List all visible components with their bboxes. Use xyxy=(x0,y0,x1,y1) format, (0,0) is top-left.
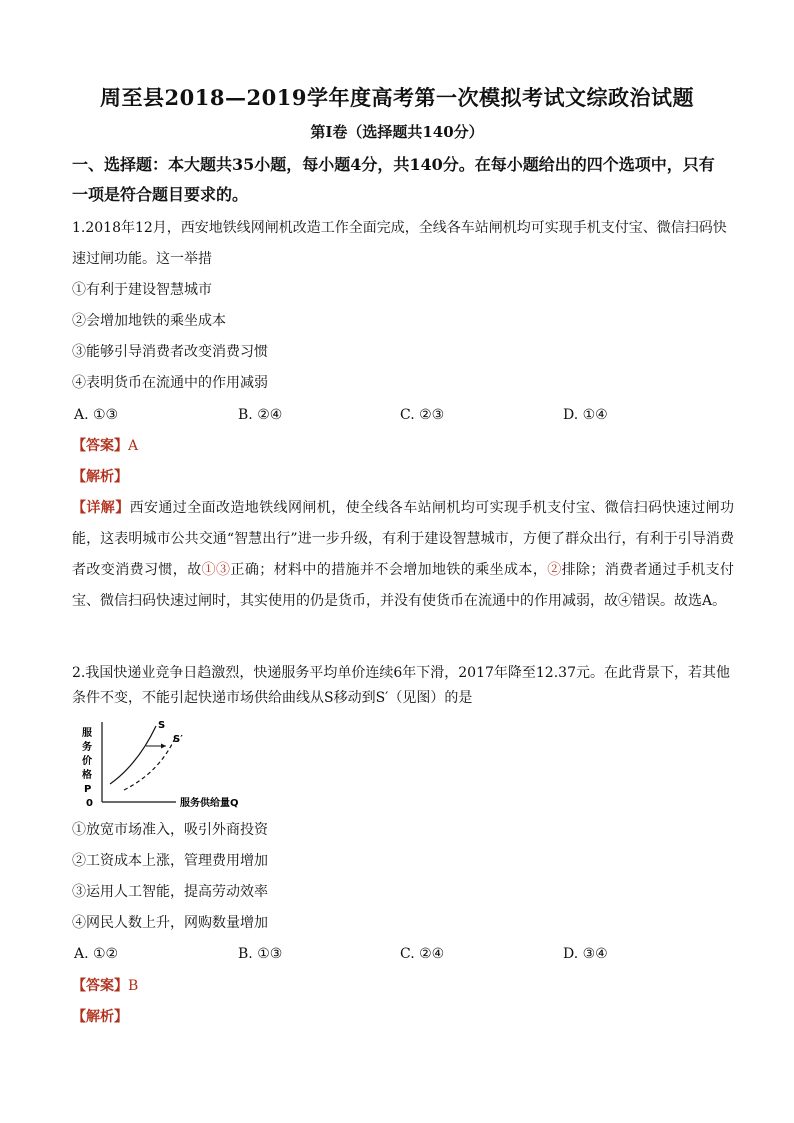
q1-analysis xyxy=(72,467,128,487)
q2-stem-line2: 条件不变，不能引起快递市场供给曲线从S移动到S′（见图）的是 xyxy=(72,690,473,706)
shift-arrow-head xyxy=(161,744,166,749)
q2-item-4: ④网民人数上升，网购数量增加 xyxy=(72,915,268,931)
series-s-curve xyxy=(110,726,156,784)
q1-item-4: ④表明货币在流通中的作用减弱 xyxy=(72,375,268,391)
q2-item-3: ③运用人工智能，提高劳动效率 xyxy=(72,884,268,900)
section-instruction-line1: 一、选择题：本大题共35小题，每小题4分，共140分。在每小题给出的四个选项中，只有 xyxy=(72,155,715,174)
y-label-char-2: 务 xyxy=(82,742,92,753)
q2-analysis-tag: 【解析】 xyxy=(72,1009,128,1025)
q1-item-3: ③能够引导消费者改变消费习惯 xyxy=(72,344,268,360)
q1-option-d: D. ①④ xyxy=(563,407,608,423)
q1-detail-text-2: 正确；材料中的措施并不会增加地铁的乘坐成本， xyxy=(230,562,548,578)
page-subtitle: 第Ⅰ卷（选择题共140分） xyxy=(310,123,484,141)
origin-label: 0 xyxy=(86,798,93,809)
q2-option-d: D. ③④ xyxy=(563,946,608,962)
q1-analysis-tag: 【解析】 xyxy=(72,469,128,485)
q1-detail-mark-1: ①③ xyxy=(201,562,231,578)
q2-item-2: ②工资成本上涨，管理费用增加 xyxy=(72,853,268,869)
series-s-prime-curve xyxy=(124,736,176,790)
q1-detail-text-3: 排除；消费者通过手机支付宝、微信扫码快速过闸时，其实使用的仍是货币，并没有使货币在流通中的作用减弱，故④错误。故选A。 xyxy=(72,562,735,609)
section-instruction-line2: 一项是符合题目要求的。 xyxy=(72,185,249,204)
q1-stem-line1: 1.2018年12月，西安地铁线网闸机改造工作全面完成，全线各车站闸机均可实现手机支付宝、微信扫码快 xyxy=(72,220,727,236)
y-label-char-3: 价 xyxy=(82,756,92,767)
y-label-char-5: P xyxy=(84,784,92,795)
y-axis-label xyxy=(82,726,93,795)
q1-item-1: ①有利于建设智慧城市 xyxy=(72,282,212,298)
supply-curve-chart xyxy=(80,718,290,814)
q1-answer-tag: 【答案】 xyxy=(72,438,128,454)
y-label-char-1: 服 xyxy=(82,728,92,739)
q2-answer xyxy=(72,976,138,996)
q1-answer xyxy=(72,436,138,456)
q2-stem-line1: 2.我国快递业竞争日趋激烈，快递服务平均单价连续6年下滑，2017年降至12.37元。在此背景下，若其他 xyxy=(72,665,730,681)
q1-item-2: ②会增加地铁的乘坐成本 xyxy=(72,313,226,329)
q1-detail-paragraph xyxy=(72,493,734,617)
series-s-label: S xyxy=(158,720,166,731)
q1-option-a: A. ①③ xyxy=(74,407,119,423)
q1-stem-line2: 速过闸功能。这一举措 xyxy=(72,251,212,267)
q1-answer-value: A xyxy=(128,438,139,454)
q2-answer-tag: 【答案】 xyxy=(72,978,128,994)
x-axis-label: 服务供给量Q xyxy=(180,798,239,809)
q1-detail-text-1: 西安通过全面改造地铁线网闸机，使全线各车站闸机均可实现手机支付宝、微信扫码快速过闸功能，这表明城市公共交通“智慧出行”进一步升级，有利于建设智慧城市，方便了群众出行，有利于引导消费者改变消费习惯，故 xyxy=(72,500,735,578)
q2-answer-value: B xyxy=(128,978,139,994)
q1-option-b: B. ②④ xyxy=(238,407,283,423)
q1-option-c: C. ②③ xyxy=(400,407,445,423)
page-title: 周至县2018—2019学年度高考第一次模拟考试文综政治试题 xyxy=(100,85,694,110)
q1-detail-tag: 【详解】 xyxy=(72,500,130,516)
q1-detail-mark-2: ② xyxy=(547,562,562,578)
series-s-prime-label: S′ xyxy=(173,734,183,745)
y-label-char-4: 格 xyxy=(82,770,92,781)
q2-option-b: B. ①③ xyxy=(238,946,283,962)
q2-option-c: C. ②④ xyxy=(400,946,445,962)
q2-item-1: ①放宽市场准入，吸引外商投资 xyxy=(72,822,268,838)
q2-option-a: A. ①② xyxy=(74,946,119,962)
q2-analysis xyxy=(72,1007,128,1027)
